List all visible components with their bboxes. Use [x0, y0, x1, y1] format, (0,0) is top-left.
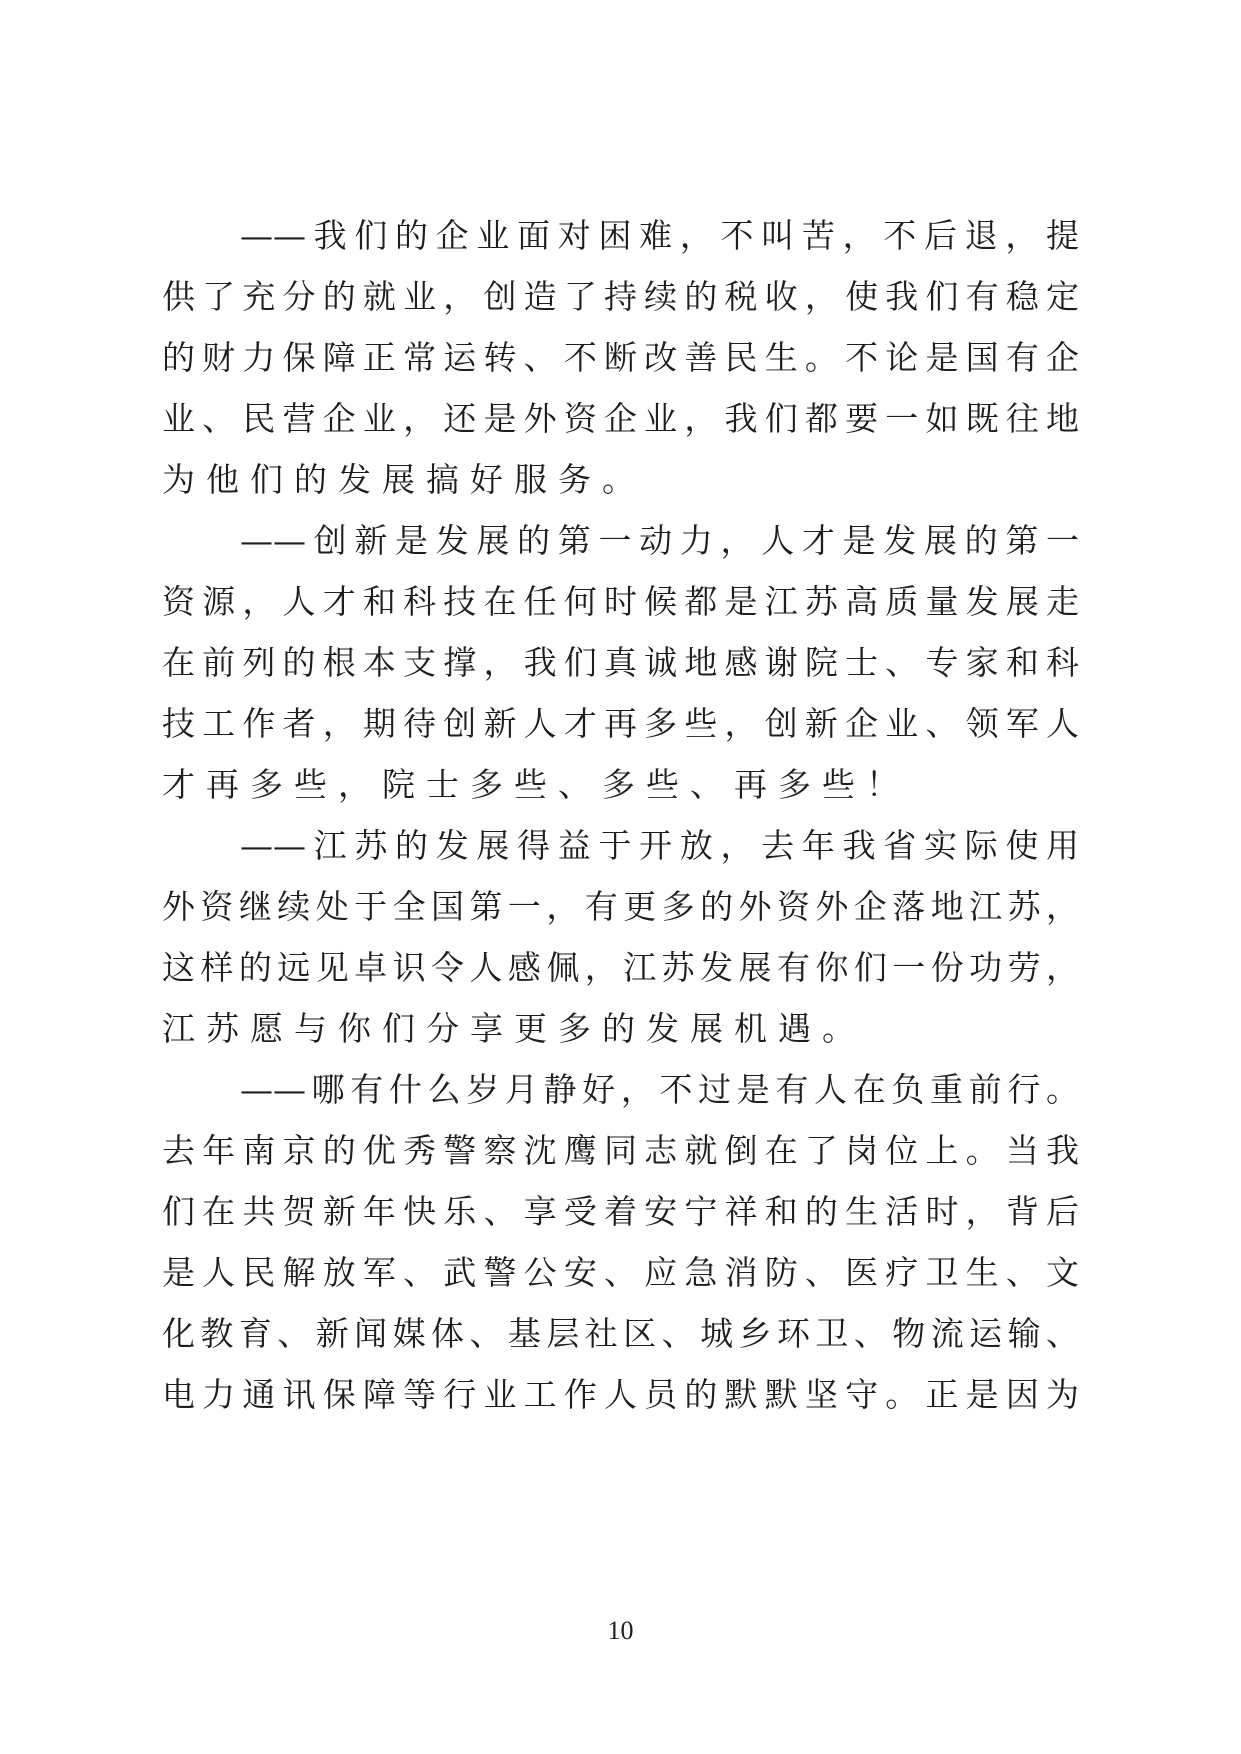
paragraph-3-line-2: 外资继续处于全国第一，有更多的外资外企落地江苏， — [162, 887, 1079, 926]
paragraph-4-line-1: ——哪有什么岁月静好，不过是有人在负重前行。 — [240, 1070, 1079, 1109]
paragraph-1-line-2: 供了充分的就业，创造了持续的税收，使我们有稳定 — [162, 277, 1079, 316]
paragraph-1-line-5: 为他们的发展搞好服务。 — [162, 460, 646, 499]
paragraph-4-line-5: 化教育、新闻媒体、基层社区、城乡环卫、物流运输、 — [162, 1314, 1079, 1353]
paragraph-2-line-5: 才再多些，院士多些、多些、再多些！ — [162, 765, 910, 804]
paragraph-4-line-6: 电力通讯保障等行业工作人员的默默坚守。正是因为 — [162, 1375, 1079, 1414]
paragraph-2-line-1: ——创新是发展的第一动力，人才是发展的第一 — [240, 521, 1079, 560]
paragraph-1-line-3: 的财力保障正常运转、不断改善民生。不论是国有企 — [162, 338, 1079, 377]
paragraph-3-line-4: 江苏愿与你们分享更多的发展机遇。 — [162, 1009, 866, 1048]
page-number: 10 — [607, 1616, 634, 1645]
paragraph-3-line-3: 这样的远见卓识令人感佩，江苏发展有你们一份功劳， — [162, 948, 1079, 987]
paragraph-2-line-4: 技工作者，期待创新人才再多些，创新企业、领军人 — [162, 704, 1079, 743]
paragraph-3-line-1: ——江苏的发展得益于开放，去年我省实际使用 — [240, 826, 1079, 865]
paragraph-1-line-1: ——我们的企业面对困难，不叫苦，不后退，提 — [240, 216, 1079, 255]
paragraph-2-line-3: 在前列的根本支撑，我们真诚地感谢院士、专家和科 — [162, 643, 1079, 682]
paragraph-1-line-4: 业、民营企业，还是外资企业，我们都要一如既往地 — [162, 399, 1079, 438]
paragraph-4-line-2: 去年南京的优秀警察沈鹰同志就倒在了岗位上。当我 — [162, 1131, 1079, 1170]
paragraph-2-line-2: 资源，人才和科技在任何时候都是江苏高质量发展走 — [162, 582, 1079, 621]
paragraph-4-line-3: 们在共贺新年快乐、享受着安宁祥和的生活时，背后 — [162, 1192, 1079, 1231]
paragraph-4-line-4: 是人民解放军、武警公安、应急消防、医疗卫生、文 — [162, 1253, 1079, 1292]
